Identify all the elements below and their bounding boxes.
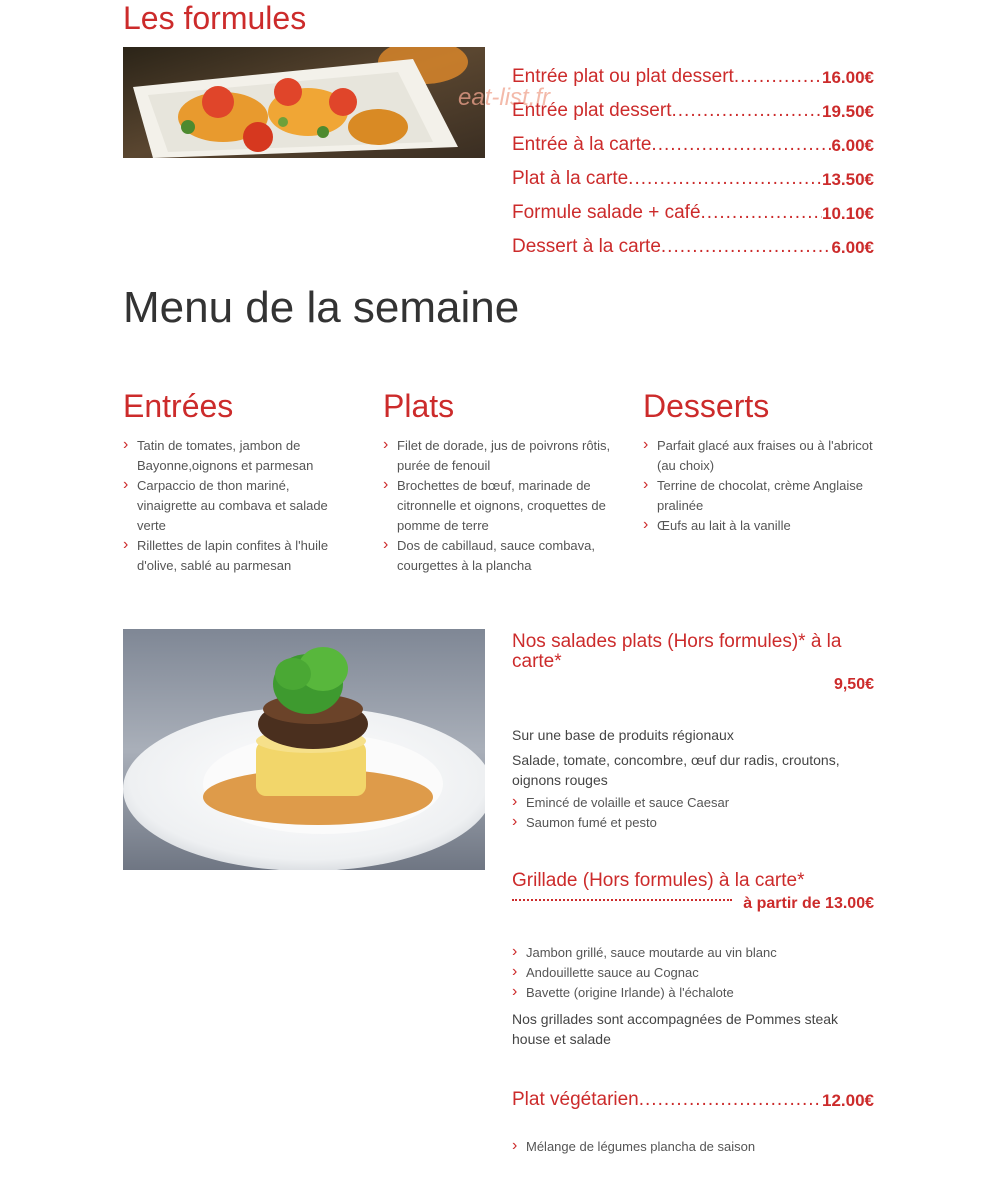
formule-row: [512, 58, 874, 88]
salades-price: 9,50€: [833, 676, 874, 693]
grillade-title: Grillade (Hors formules) à la carte*: [512, 870, 805, 891]
leader-dots: [701, 202, 822, 224]
formule-name: Entrée plat ou plat dessert: [512, 66, 734, 87]
list-item: › Bavette (origine Irlande) à l'échalote: [512, 983, 864, 1003]
formule-price: 6.00€: [831, 136, 874, 155]
formule-row: [512, 126, 874, 156]
list-item: › Rillettes de lapin confites à l'huile d'olive, sablé au parmesan: [123, 536, 353, 576]
salades-intro: Sur une base de produits régionaux: [512, 727, 734, 743]
leader-dots: [661, 236, 832, 258]
entrees-title: Entrées: [123, 388, 234, 424]
leader-dots: [639, 1089, 822, 1111]
formule-name: Dessert à la carte: [512, 236, 661, 257]
entrees-list: [123, 436, 353, 576]
list-item: › Jambon grillé, sauce moutarde au vin blanc: [512, 943, 864, 963]
plats-list: [383, 436, 613, 576]
list-item: › Emincé de volaille et sauce Caesar: [512, 793, 864, 813]
formule-name: Plat à la carte: [512, 168, 629, 189]
list-item: › Mélange de légumes plancha de saison: [512, 1137, 864, 1157]
leader-dots: [628, 168, 822, 190]
desserts-title: Desserts: [643, 388, 770, 424]
formule-name: Formule salade + café: [512, 202, 701, 223]
watermark: eat-list.fr: [458, 84, 551, 111]
formules-photo: [123, 47, 485, 158]
plate-photo: [123, 629, 485, 870]
leader-dots: [734, 66, 822, 88]
grillade-list: [512, 943, 864, 1003]
formule-row: [512, 160, 874, 190]
list-item: › Carpaccio de thon mariné, vinaigrette au combava et salade verte: [123, 476, 353, 536]
vegetarien-price: 12.00€: [822, 1091, 874, 1110]
list-item: › Andouillette sauce au Cognac: [512, 963, 864, 983]
grillade-price: à partir de 13.00€: [743, 895, 874, 912]
plats-title: Plats: [383, 388, 455, 424]
list-item: › Dos de cabillaud, sauce combava, courgettes à la plancha: [383, 536, 613, 576]
formule-name: Entrée plat dessert: [512, 100, 672, 121]
leader-dots: [651, 134, 831, 156]
leader-dots: [512, 895, 732, 901]
formule-row: [512, 92, 874, 122]
formules-title: Les formules: [123, 0, 307, 36]
salades-list: [512, 793, 864, 833]
grillade-note: Nos grillades sont accompagnées de Pommes steak house et salade: [512, 1011, 839, 1047]
formule-price: 13.50€: [822, 170, 874, 189]
list-item: › Filet de dorade, jus de poivrons rôtis, purée de fenouil: [383, 436, 613, 476]
salades-base: Salade, tomate, concombre, œuf dur radis, croutons, oignons rouges: [512, 752, 840, 788]
list-item: › Brochettes de bœuf, marinade de citronnelle et oignons, croquettes de pomme de terre: [383, 476, 613, 536]
vegetarien-name: Plat végétarien: [512, 1089, 639, 1110]
list-item: › Parfait glacé aux fraises ou à l'abricot (au choix): [643, 436, 873, 476]
menu-semaine-title: Menu de la semaine: [123, 283, 520, 332]
formule-price: 10.10€: [822, 204, 874, 223]
list-item: › Œufs au lait à la vanille: [643, 516, 873, 536]
formule-price: 19.50€: [822, 102, 874, 121]
salades-title: Nos salades plats (Hors formules)* à la carte*: [512, 631, 842, 672]
leader-dots: [671, 100, 822, 122]
list-item: › Saumon fumé et pesto: [512, 813, 864, 833]
formule-price: 6.00€: [831, 238, 874, 257]
list-item: › Terrine de chocolat, crème Anglaise pralinée: [643, 476, 873, 516]
formule-name: Entrée à la carte: [512, 134, 652, 155]
list-item: › Tatin de tomates, jambon de Bayonne,oignons et parmesan: [123, 436, 353, 476]
vegetarien-list: [512, 1137, 864, 1157]
formule-row: [512, 228, 874, 258]
formule-price: 16.00€: [822, 68, 874, 87]
desserts-list: [643, 436, 873, 536]
formule-row: [512, 194, 874, 224]
vegetarien-row: [512, 1081, 874, 1111]
